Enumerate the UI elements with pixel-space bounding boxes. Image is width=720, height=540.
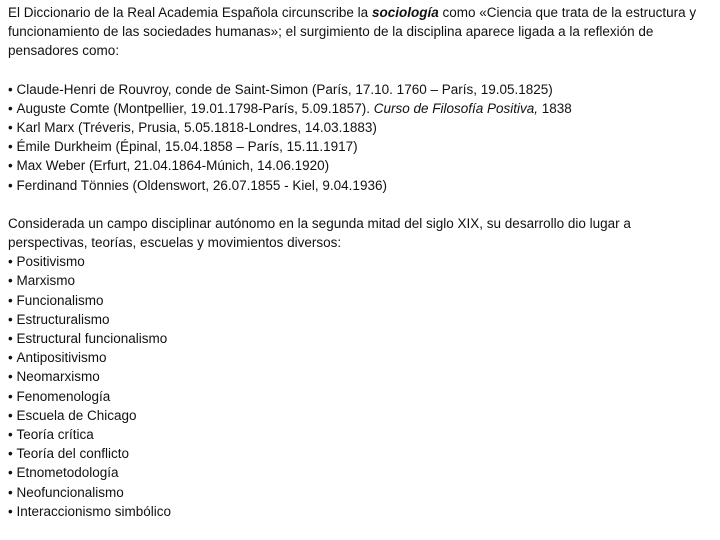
list-item-saint-simon <box>8 80 714 99</box>
spacer <box>8 61 714 80</box>
list-item: • Teoría crítica <box>8 425 714 444</box>
list-item-text: Max Weber (Erfurt, 21.04.1864-Múnich, 14.06.1920) <box>16 158 330 174</box>
book-title: Curso de Filosofía Positiva, <box>373 100 539 116</box>
list-item-text: Ferdinand Tönnies (Oldenswort, 26.07.1855 - Kiel, 9.04.1936) <box>16 177 387 193</box>
list-item: • Positivismo <box>8 252 714 271</box>
list-item-text: Émile Durkheim (Épinal, 15.04.1858 – París, 15.11.1917) <box>16 139 358 155</box>
list-item: • Antipositivismo <box>8 348 714 367</box>
list-item-durkheim <box>8 137 714 156</box>
intro-term: sociología <box>371 5 439 20</box>
list-item-text: Karl Marx (Tréveris, Prusia, 5.05.1818-Londres, 14.03.1883) <box>16 120 377 136</box>
list-item-text: Claude-Henri de Rouvroy, conde de Saint-Simon (París, 17.10. 1760 – París, 19.05.1825) <box>16 81 553 97</box>
list-item: • Fenomenología <box>8 387 714 406</box>
list-item-marx <box>8 118 714 137</box>
intro-text-after: como «Ciencia que trata de la estructura y funcionamiento de las sociedades humanas»; el surgimiento de la disciplina aparece ligada a la reflexión de pensadores como: <box>8 5 697 59</box>
spacer <box>8 195 714 214</box>
list-item: • Neomarxismo <box>8 367 714 386</box>
document-body <box>8 3 714 521</box>
book-year: 1838 <box>538 100 572 116</box>
list-item: • Interaccionismo simbólico <box>8 502 714 521</box>
list-item-comte <box>8 99 714 118</box>
list-item-weber <box>8 156 714 175</box>
thinkers-list <box>8 80 714 195</box>
list-item-tonnies <box>8 176 714 195</box>
list-item: • Escuela de Chicago <box>8 406 714 425</box>
list-item: • Estructural funcionalismo <box>8 329 714 348</box>
list-item: • Marxismo <box>8 271 714 290</box>
schools-list <box>8 252 714 521</box>
list-item: • Estructuralismo <box>8 310 714 329</box>
intro-paragraph <box>8 3 714 61</box>
list-item: • Etnometodología <box>8 463 714 482</box>
list-item: • Teoría del conflicto <box>8 444 714 463</box>
second-paragraph: Considerada un campo disciplinar autónomo en la segunda mitad del siglo XIX, su desarrollo dio lugar a perspectivas, teorías, escuelas y movimientos diversos: <box>8 215 631 251</box>
list-item: • Neofuncionalismo <box>8 483 714 502</box>
list-item-text: Auguste Comte (Montpellier, 19.01.1798-París, 5.09.1857). <box>16 100 374 116</box>
list-item: • Funcionalismo <box>8 291 714 310</box>
intro-text-before: El Diccionario de la Real Academia Española circunscribe la <box>8 5 372 20</box>
